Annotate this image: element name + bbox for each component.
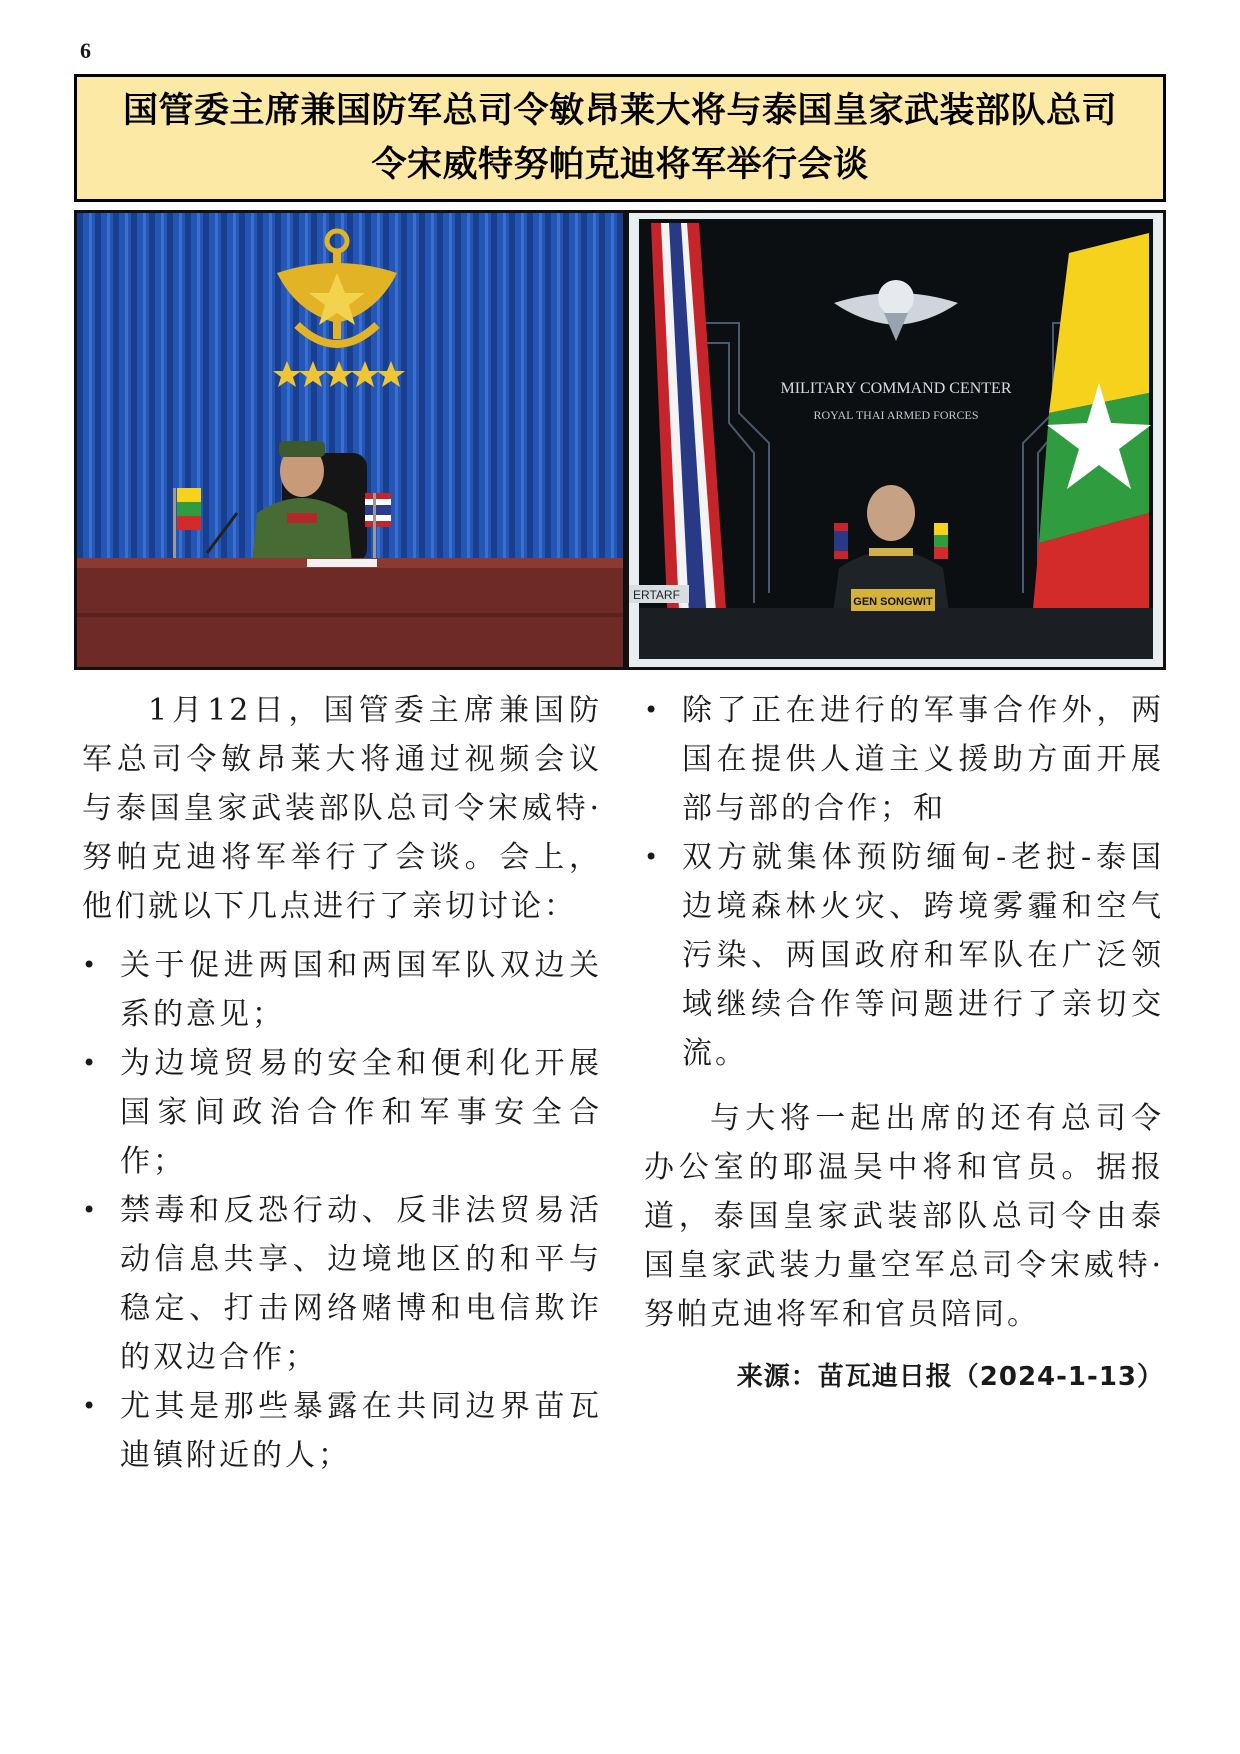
nameplate: GEN SONGWIT [853,596,933,608]
list-item: • 除了正在进行的军事合作外，两国在提供人道主义援助方面开展部与部的合作；和 [644,686,1164,833]
left-column [82,686,602,1480]
topic-list-right [644,686,1164,1078]
intro-paragraph: 1月12日，国管委主席兼国防军总司令敏昂莱大将通过视频会议与泰国皇家武装部队总司令宋威特·努帕克迪将军举行了会谈。会上，他们就以下几点进行了亲切讨论： [82,693,602,924]
sign-line-1: MILITARY COMMAND CENTER [780,380,1012,397]
list-item: • 关于促进两国和两国军队双边关系的意见； [82,941,602,1039]
page-number: 6 [80,38,91,63]
list-item: • 为边境贸易的安全和便利化开展国家间政治合作和军事安全合作； [82,1039,602,1186]
right-column [644,686,1164,1402]
title-line-1: 国管委主席兼国防军总司令敏昂莱大将与泰国皇家武装部队总司 [122,91,1117,131]
sign-line-2: ROYAL THAI ARMED FORCES [813,408,979,422]
source-attribution: 来源：苗瓦迪日报（2024-1-13） [736,1362,1164,1392]
list-item: • 禁毒和反恐行动、反非法贸易活动信息共享、边境地区的和平与稳定、打击网络赌博和电信欺诈的双边合作； [82,1186,602,1382]
photo-myanmar-commander [74,210,626,670]
closing-paragraph: 与大将一起出席的还有总司令办公室的耶温吴中将和官员。据报道，泰国皇家武装部队总司令由泰国皇家武装力量空军总司令宋威特·努帕克迪将军和官员陪同。 [644,1101,1164,1332]
title-banner [74,74,1166,202]
photo-thai-command-center [626,210,1166,670]
edge-label: ERTARF [633,588,680,602]
list-item: • 双方就集体预防缅甸-老挝-泰国边境森林火灾、跨境雾霾和空气污染、两国政府和军队在广泛领域继续合作等问题进行了亲切交流。 [644,833,1164,1078]
topic-list-left [82,941,602,1480]
list-item: • 尤其是那些暴露在共同边界苗瓦迪镇附近的人； [82,1382,602,1480]
title-line-2: 令宋威特努帕克迪将军举行会谈 [371,145,869,185]
